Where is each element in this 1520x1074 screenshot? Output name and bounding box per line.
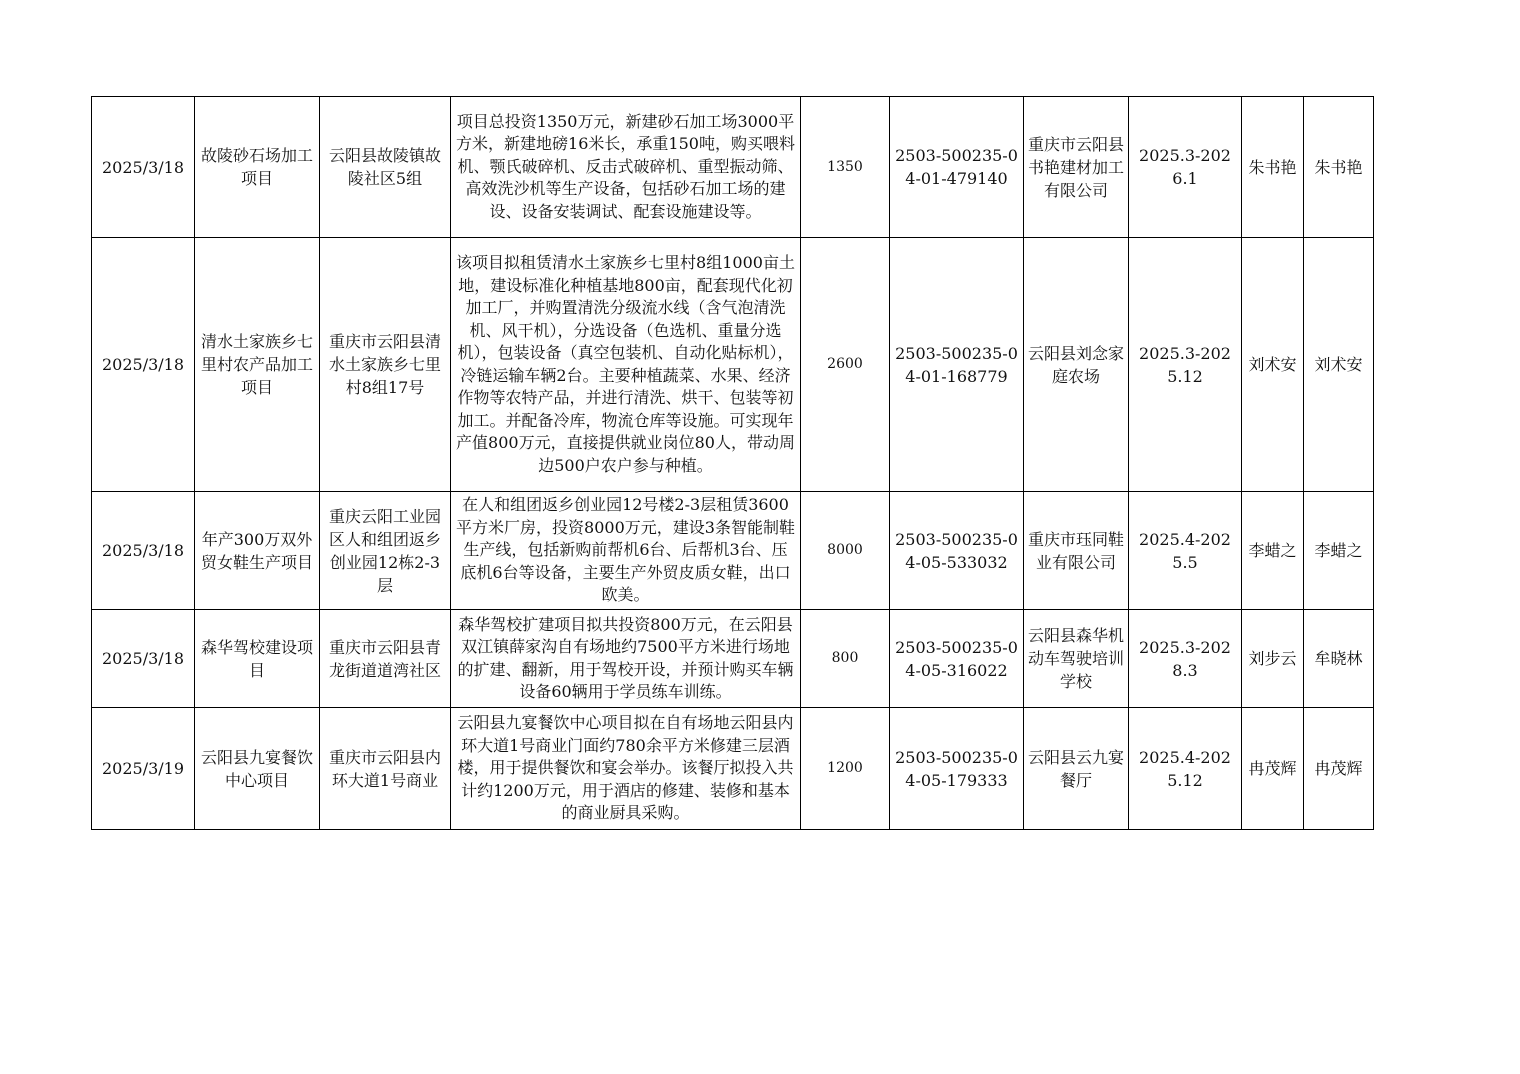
cell-project-code: 2503-500235-04-05-179333 xyxy=(890,708,1024,830)
project-registry-table xyxy=(91,96,1374,830)
table-row xyxy=(92,97,1374,238)
cell-project-code: 2503-500235-04-01-168779 xyxy=(890,238,1024,492)
cell-period: 2025.4-2025.5 xyxy=(1129,492,1242,610)
description-text: 该项目拟租赁清水土家族乡七里村8组1000亩土地，建设标准化种植基地800亩，配套现代化初加工厂，并购置清洗分级流水线（含气泡清洗机、风干机），分选设备（色选机、重量分选机），包装设备（真空包装机、自动化贴标机），冷链运输车辆2台。主要种植蔬菜、水果、经济作物等农特产品，并进行清洗、烘干、包装等初加工。并配备冷库，物流仓库等设施。可实现年产值800万元，直接提供就业岗位80人，带动周边500户农户参与种植。 xyxy=(456,253,795,475)
cell-project-code: 2503-500235-04-05-533032 xyxy=(890,492,1024,610)
cell-person-b: 李蜡之 xyxy=(1304,492,1374,610)
cell-project-name: 云阳县九宴餐饮中心项目 xyxy=(195,708,320,830)
cell-project-name: 年产300万双外贸女鞋生产项目 xyxy=(195,492,320,610)
cell-description xyxy=(451,610,801,708)
table-row xyxy=(92,492,1374,610)
cell-person-a: 李蜡之 xyxy=(1242,492,1304,610)
cell-description xyxy=(451,708,801,830)
cell-person-a: 刘术安 xyxy=(1242,238,1304,492)
cell-company: 重庆市云阳县书艳建材加工有限公司 xyxy=(1024,97,1129,238)
cell-investment: 2600 xyxy=(801,238,890,492)
cell-person-b: 冉茂辉 xyxy=(1304,708,1374,830)
cell-person-a: 朱书艳 xyxy=(1242,97,1304,238)
table-row xyxy=(92,610,1374,708)
cell-project-code: 2503-500235-04-01-479140 xyxy=(890,97,1024,238)
cell-person-b: 刘术安 xyxy=(1304,238,1374,492)
cell-location: 重庆市云阳县青龙街道道湾社区 xyxy=(320,610,451,708)
cell-company: 云阳县森华机动车驾驶培训学校 xyxy=(1024,610,1129,708)
cell-description xyxy=(451,238,801,492)
table-row xyxy=(92,708,1374,830)
cell-date: 2025/3/18 xyxy=(92,492,195,610)
cell-description xyxy=(451,492,801,610)
cell-date: 2025/3/18 xyxy=(92,610,195,708)
cell-description xyxy=(451,97,801,238)
cell-investment: 1350 xyxy=(801,97,890,238)
cell-period: 2025.4-2025.12 xyxy=(1129,708,1242,830)
cell-project-name: 森华驾校建设项目 xyxy=(195,610,320,708)
cell-date: 2025/3/19 xyxy=(92,708,195,830)
cell-period: 2025.3-2028.3 xyxy=(1129,610,1242,708)
cell-location: 重庆市云阳县内环大道1号商业 xyxy=(320,708,451,830)
description-text: 森华驾校扩建项目拟共投资800万元，在云阳县双江镇薛家沟自有场地约7500平方米进行场地的扩建、翻新，用于驾校开设，并预计购买车辆设备60辆用于学员练车训练。 xyxy=(457,614,794,701)
cell-company: 重庆市珏同鞋业有限公司 xyxy=(1024,492,1129,610)
description-text: 在人和组团返乡创业园12号楼2-3层租赁3600平方米厂房，投资8000万元，建设3条智能制鞋生产线，包括新购前帮机6台、后帮机3台、压底机6台等设备，主要生产外贸皮质女鞋，出口欧美。 xyxy=(456,495,795,605)
cell-project-code: 2503-500235-04-05-316022 xyxy=(890,610,1024,708)
cell-company: 云阳县刘念家庭农场 xyxy=(1024,238,1129,492)
table-row xyxy=(92,238,1374,492)
cell-investment: 800 xyxy=(801,610,890,708)
description-text: 云阳县九宴餐饮中心项目拟在自有场地云阳县内环大道1号商业门面约780余平方米修建三层酒楼，用于提供餐饮和宴会举办。该餐厅拟投入共计约1200万元，用于酒店的修建、装修和基本的商业厨具采购。 xyxy=(457,713,794,823)
cell-person-b: 牟晓林 xyxy=(1304,610,1374,708)
description-text: 项目总投资1350万元，新建砂石加工场3000平方米，新建地磅16米长，承重150吨，购买喂料机、颚氏破碎机、反击式破碎机、重型振动筛、高效洗沙机等生产设备，包括砂石加工场的建设、设备安装调试、配套设施建设等。 xyxy=(456,111,795,221)
cell-project-name: 故陵砂石场加工项目 xyxy=(195,97,320,238)
cell-date: 2025/3/18 xyxy=(92,97,195,238)
cell-project-name: 清水土家族乡七里村农产品加工项目 xyxy=(195,238,320,492)
cell-person-b: 朱书艳 xyxy=(1304,97,1374,238)
cell-company: 云阳县云九宴餐厅 xyxy=(1024,708,1129,830)
cell-person-a: 刘步云 xyxy=(1242,610,1304,708)
cell-location: 云阳县故陵镇故陵社区5组 xyxy=(320,97,451,238)
cell-period: 2025.3-2026.1 xyxy=(1129,97,1242,238)
cell-person-a: 冉茂辉 xyxy=(1242,708,1304,830)
cell-investment: 8000 xyxy=(801,492,890,610)
cell-period: 2025.3-2025.12 xyxy=(1129,238,1242,492)
cell-location: 重庆市云阳县清水土家族乡七里村8组17号 xyxy=(320,238,451,492)
cell-investment: 1200 xyxy=(801,708,890,830)
cell-date: 2025/3/18 xyxy=(92,238,195,492)
cell-location: 重庆云阳工业园区人和组团返乡创业园12栋2-3层 xyxy=(320,492,451,610)
table-body xyxy=(92,97,1374,830)
